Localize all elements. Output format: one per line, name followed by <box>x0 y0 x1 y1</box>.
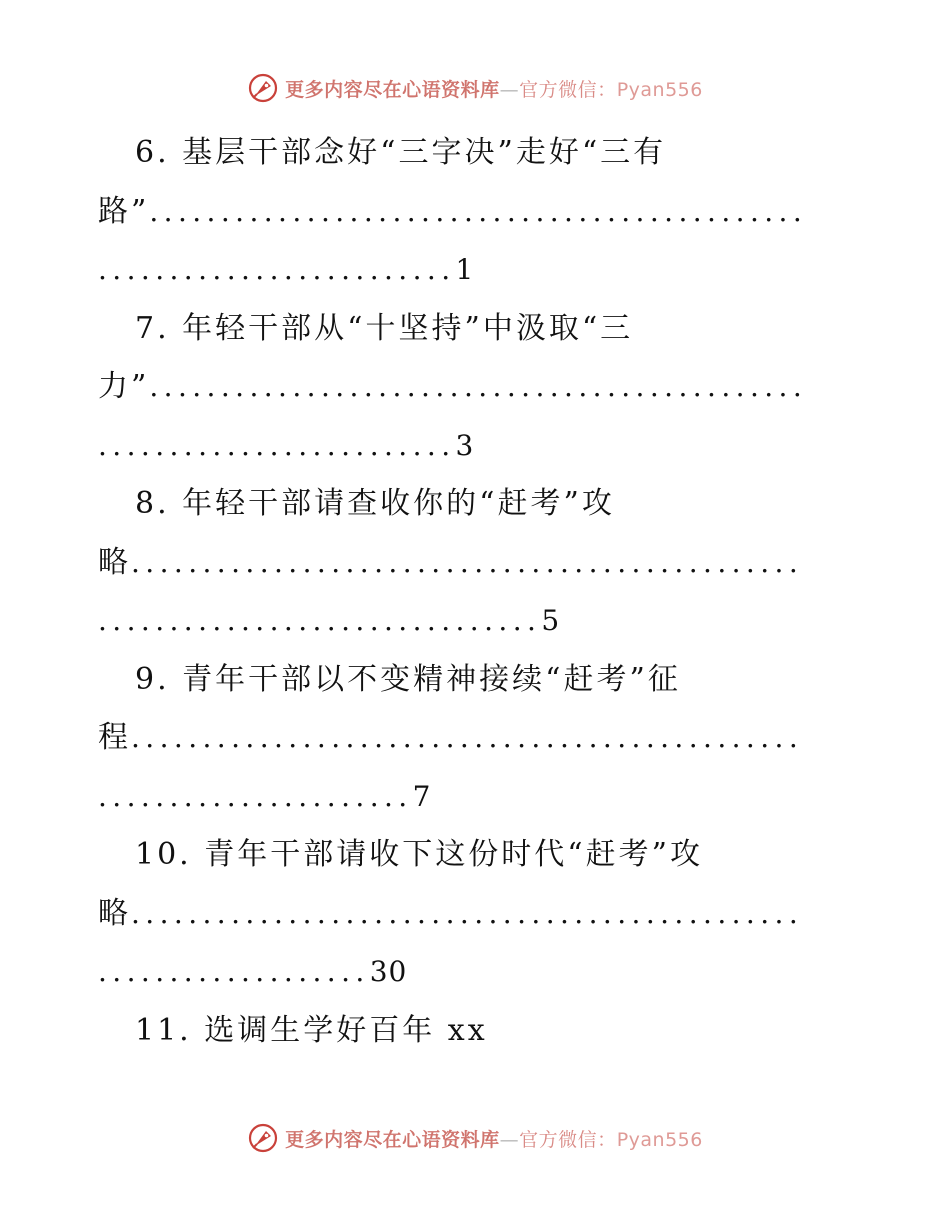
toc-page-number: 30 <box>369 955 408 988</box>
toc-page-number: 5 <box>541 604 561 637</box>
toc-entry-number: 10. <box>135 837 192 872</box>
toc-leader-dots: ...................... <box>98 779 413 813</box>
watermark-separator: — <box>499 1128 520 1151</box>
toc-leader-dots: ......................... <box>98 428 456 462</box>
footer-watermark <box>0 1122 950 1154</box>
toc-entry-title: 青年干部以不变精神接续“赶考”征 <box>182 661 681 697</box>
table-of-contents <box>98 124 843 1060</box>
toc-leader-dots: ............................................... <box>131 896 804 930</box>
watermark-text <box>285 1125 703 1152</box>
pen-nib-logo-icon <box>247 1122 279 1154</box>
toc-entry-title-end: 路” <box>98 193 150 229</box>
toc-leader-dots: .............................................. <box>149 370 808 403</box>
toc-entry-title-end: 程 <box>98 720 131 755</box>
toc-leader-dots: .............................................. <box>149 194 808 228</box>
watermark-name: 更多内容尽在心语资料库 <box>285 78 500 101</box>
toc-page-number: 1 <box>455 253 475 286</box>
toc-leader-dots: ............................................... <box>131 721 804 754</box>
pen-nib-logo-icon <box>247 72 279 104</box>
toc-entry[interactable] <box>98 651 843 827</box>
toc-entry-title-end: 力” <box>98 369 150 404</box>
toc-entry-number: 6. <box>135 135 170 170</box>
toc-entry-title-end: 略 <box>98 895 131 931</box>
toc-entry-title-end: 略 <box>98 544 131 580</box>
watermark-separator: — <box>499 78 520 101</box>
watermark-text <box>285 75 703 102</box>
toc-entry-title: 基层干部念好“三字决”走好“三有 <box>182 135 667 170</box>
toc-page-number: 7 <box>412 779 432 813</box>
toc-leader-dots: ......................... <box>98 253 456 286</box>
toc-entry-number: 11. <box>135 1012 192 1048</box>
toc-entry[interactable] <box>98 124 843 300</box>
watermark-name: 更多内容尽在心语资料库 <box>285 1128 500 1151</box>
toc-entry-title: 年轻干部请查收你的“赶考”攻 <box>182 486 615 521</box>
toc-entry-number: 9. <box>135 661 170 697</box>
header-watermark <box>0 72 950 104</box>
toc-entry-title: 年轻干部从“十坚持”中汲取“三 <box>182 310 634 346</box>
toc-leader-dots: ............................................... <box>131 545 804 579</box>
toc-entry[interactable] <box>98 475 843 651</box>
watermark-account: Pyan556 <box>616 1128 703 1151</box>
toc-entry-title: 选调生学好百年 xx <box>204 1012 488 1048</box>
watermark-account: Pyan556 <box>616 78 703 101</box>
toc-entry-number: 7. <box>135 310 170 346</box>
watermark-account-label: 官方微信： <box>519 78 617 101</box>
toc-entry-title: 青年干部请收下这份时代“赶考”攻 <box>204 837 703 872</box>
toc-page-number: 3 <box>455 428 475 462</box>
toc-entry-number: 8. <box>135 486 170 521</box>
toc-entry[interactable] <box>98 300 843 476</box>
toc-entry[interactable] <box>98 1002 843 1061</box>
toc-entry[interactable] <box>98 826 843 1002</box>
toc-leader-dots: ................... <box>98 955 370 988</box>
watermark-account-label: 官方微信： <box>519 1128 617 1151</box>
toc-leader-dots: ............................... <box>98 604 542 637</box>
